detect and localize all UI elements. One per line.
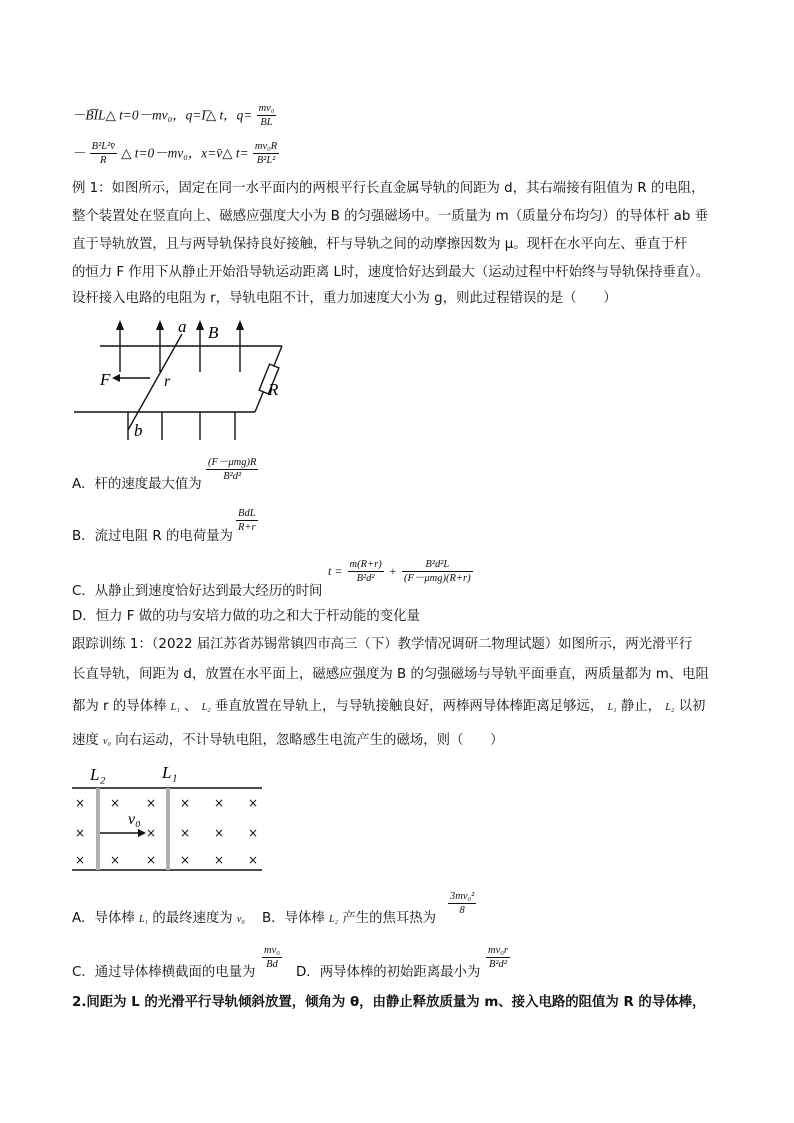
example1-line-2: 整个装置处在竖直向上、磁感应强度大小为 B 的匀强磁场中。一质量为 m（质量分布均匀）的导体杆 ab 垂 [72,209,709,224]
option-text: A．导体棒 [72,911,135,926]
option-text: A．杆的速度最大值为 [72,477,202,492]
symbol-L1: L₁ [139,914,149,925]
fraction-denominator: 8 [459,905,465,916]
rod-L2 [96,788,100,870]
formula-text: + [388,564,397,578]
fraction-numerator: mv₀R [254,141,278,152]
formula-fraction [253,140,279,167]
fraction-numerator: (F－μmg)R [208,457,257,468]
option-c-formula [328,558,473,585]
two-rods-figure [70,760,266,876]
example1-line-1: 例 1：如图所示，固定在同一水平面内的两根平行长直金属导轨的间距为 d，其右端接有阻值为 R 的电阻， [72,181,705,196]
formula-text: －B͞IL△ t=0－mv₀，q=͞I△ t，q= [72,107,253,123]
option-c-fraction [262,944,282,971]
label-F: F [100,370,111,389]
field-cross: × [146,796,157,810]
field-cross: × [146,826,157,840]
arrowhead [116,320,124,330]
field-cross: × [214,853,225,867]
text: 速度 [72,733,99,748]
option-text: B．流过电阻 R 的电荷量为 [72,529,233,544]
training1-option-b [262,906,436,933]
option-a-fraction [206,456,258,483]
option-text: D．两导体棒的初始距离最小为 [296,965,481,980]
rod-L1 [166,788,170,870]
field-cross: × [214,826,225,840]
label-B: B [208,323,219,342]
symbol-v0: v₀ [236,914,245,925]
section2-line-1: 2.间距为 L 的光滑平行导轨倾斜放置，倾角为 θ，由静止释放质量为 m、接入电路的阻值为 R 的导体棒， [72,995,706,1010]
field-cross: × [180,796,191,810]
label-L2: L₂ [90,765,106,784]
option-text: 产生的焦耳热为 [342,911,437,926]
fraction-denominator: B²d² [489,959,507,970]
formula-fraction [90,140,117,167]
option-text: B．导体棒 [262,911,325,926]
field-cross: × [110,796,121,810]
fraction-numerator: 3mv₀² [450,891,475,902]
fraction-numerator: B²L²v̄ [91,141,115,152]
fraction-numerator: B²d²L [402,558,473,572]
fraction-denominator: R [100,155,107,166]
arrowhead [156,320,164,330]
training1-line-2: 长直导轨，间距为 d，放置在水平面上，磁感应强度为 B 的匀强磁场与导轨平面垂直，两质量都为 m、电阻 [72,667,709,682]
option-text: C．通过导体棒横截面的电量为 [72,965,256,980]
field-cross: × [248,826,259,840]
example1-line-3: 直于导轨放置，且与两导轨保持良好接触，杆与导轨之间的动摩擦因数为 μ。现杆在水平向左、垂直于杆 [72,237,688,252]
example1-option-c [72,579,322,605]
label-b: b [134,421,143,440]
fraction-denominator: BL [260,117,273,128]
label-L1: L₁ [162,763,178,782]
force-arrowhead [112,374,120,382]
option-d-fraction [486,944,510,971]
fraction-numerator: mv₀ [264,945,280,956]
training1-option-a [72,906,245,933]
arrowhead [196,320,204,330]
formula-text: t = [328,564,343,578]
fraction-denominator: B²L² [256,155,276,166]
training1-line-1: 跟踪训练 1：（2022 届江苏省苏锡常镇四市高三（下）教学情况调研二物理试题）如图所示，两光滑平行 [72,637,693,652]
conductor-rod [128,334,182,430]
fraction-denominator: (F－μmg)(R+r) [404,573,471,584]
field-cross: × [75,826,86,840]
field-cross: × [110,853,121,867]
field-cross: × [180,826,191,840]
field-cross: × [146,853,157,867]
label-a: a [178,318,187,336]
formula-text: － [72,145,86,161]
text: 垂直放置在导轨上，与导轨接触良好，两棒两导体棒距离足够远， [214,699,604,714]
fraction-numerator: mv₀r [488,945,508,956]
option-b-fraction [236,507,258,534]
fraction-denominator: B²d² [356,573,375,584]
field-cross: × [248,853,259,867]
option-b-fraction [448,890,476,917]
text: 都为 r 的导体棒 [72,699,167,714]
formula-fraction [257,102,277,129]
formula-line-2 [72,140,279,168]
fraction-denominator: Bd [266,959,278,970]
example1-line-5: 设杆接入电路的电阻为 r，导轨电阻不计，重力加速度大小为 g，则此过程错误的是（ ） [72,291,617,306]
symbol-L2: L₂ [329,914,339,925]
symbol-L1: L₁ [170,702,180,713]
formula-text: △ t=0－mv₀，x=v̄△ t= [121,145,249,161]
fraction-numerator: BdL [236,507,258,521]
field-cross: × [214,796,225,810]
example1-option-a [72,472,202,498]
example1-line-4: 的恒力 F 作用下从静止开始沿导轨运动距离 L时，速度恰好达到最大（运动过程中杆始终与导轨保持垂直）。 [72,265,710,280]
field-cross: × [75,796,86,810]
rail-circuit-figure [70,318,300,444]
label-R: R [268,380,279,399]
symbol-L2: L₂ [201,702,211,713]
field-cross: × [180,853,191,867]
text: 向右运动，不计导轨电阻，忽略感生电流产生的磁场，则（ ） [115,733,504,748]
field-cross: × [248,796,259,810]
text: 静止， [620,699,661,714]
arrowhead [236,320,244,330]
formula-line-1 [72,102,276,130]
field-cross: × [75,853,86,867]
text: 、 [183,699,198,714]
symbol-L2: L₂ [665,702,675,713]
training1-option-d [296,960,480,986]
label-v0: v₀ [128,811,141,828]
example1-option-b [72,524,233,550]
fraction-numerator: mv₀ [258,103,275,114]
example1-option-d: D．恒力 F 做的功与安培力做的功之和大于杆动能的变化量 [72,609,420,624]
symbol-L1: L₁ [607,702,617,713]
option-text: C．从静止到速度恰好达到最大经历的时间 [72,584,323,599]
training1-line-3 [72,694,705,721]
training1-line-4 [72,728,504,755]
label-r: r [164,373,171,390]
symbol-v0: v₀ [103,736,111,747]
fraction-numerator: m(R+r) [349,559,382,570]
option-text: 的最终速度为 [152,911,233,926]
fraction-denominator: B²d² [223,471,242,482]
fraction-denominator: R+r [238,522,256,533]
training1-option-c [72,960,255,986]
velocity-arrowhead [138,829,146,837]
text: 以初 [678,699,706,714]
